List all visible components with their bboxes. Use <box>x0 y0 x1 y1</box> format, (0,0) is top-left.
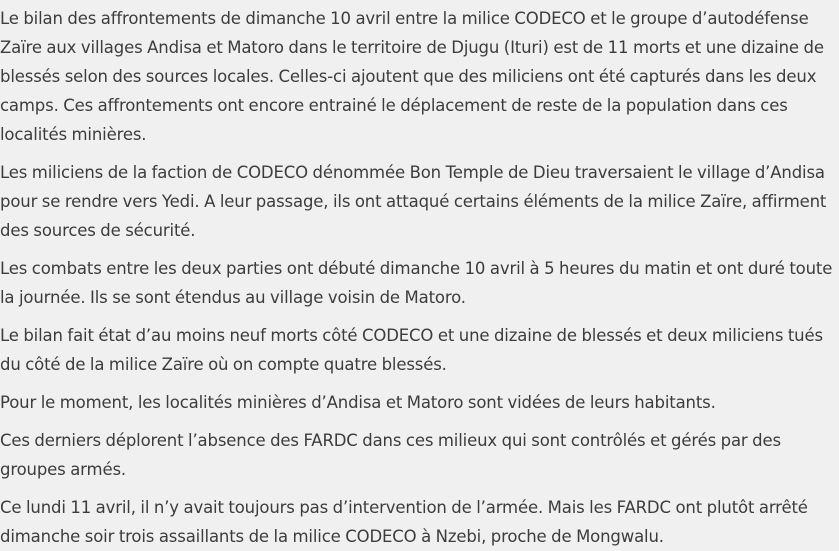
article-paragraph: Les miliciens de la faction de CODECO dénommée Bon Temple de Dieu traversaient le village d’Andisa pour se rendre vers Yedi. A leur passage, ils ont attaqué certains éléments de la milice Zaïre, affirment des sources de sécurité. <box>0 163 827 240</box>
article-paragraph: Le bilan fait état d’au moins neuf morts côté CODECO et une dizaine de blessés et deux miliciens tués du côté de la milice Zaïre où on compte quatre blessés. <box>0 326 823 374</box>
article-paragraph: Ces derniers déplorent l’absence des FARDC dans ces milieux qui sont contrôlés et gérés par des groupes armés. <box>0 431 781 479</box>
article-paragraph: Les combats entre les deux parties ont débuté dimanche 10 avril à 5 heures du matin et ont duré toute la journée. Ils se sont étendus au village voisin de Matoro. <box>0 259 833 307</box>
article-paragraph: Ce lundi 11 avril, il n’y avait toujours pas d’intervention de l’armée. Mais les FARDC ont plutôt arrêté dimanche soir trois assaillants de la milice CODECO à Nzebi, proche de Mongwalu. <box>0 498 808 546</box>
article-paragraph: Pour le moment, les localités minières d’Andisa et Matoro sont vidées de leurs habitants. <box>0 393 716 412</box>
article-paragraph: Le bilan des affrontements de dimanche 10 avril entre la milice CODECO et le groupe d’autodéfense Zaïre aux villages Andisa et Matoro dans le territoire de Djugu (Ituri) est de 11 morts et une dizaine de blessés selon des sources locales. Celles-ci ajoutent que des miliciens ont été capturés dans les deux camps. Ces affrontements ont encore entrainé le déplacement de reste de la population dans ces localités minières. <box>0 9 824 144</box>
